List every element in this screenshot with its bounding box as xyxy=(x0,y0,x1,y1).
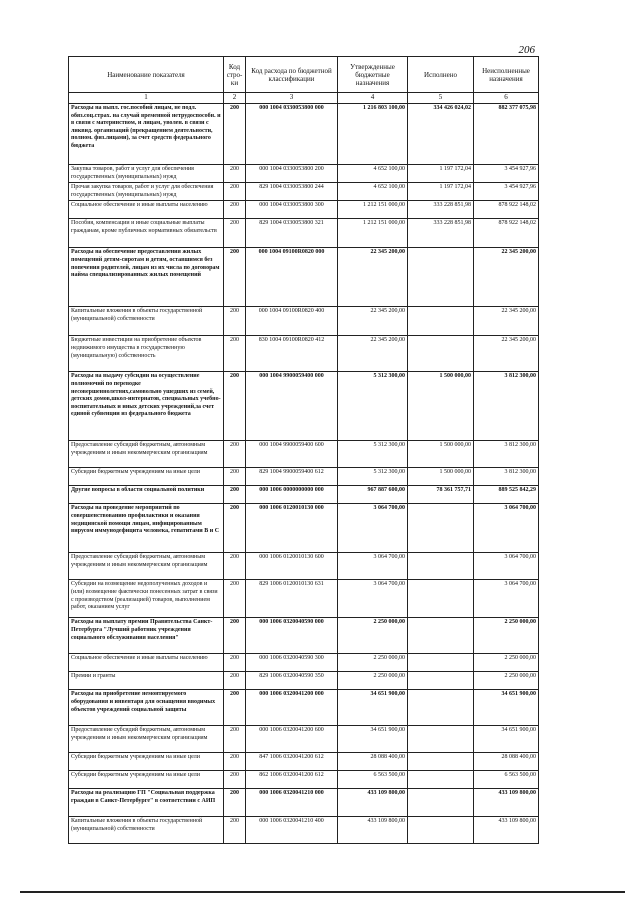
cell-name: Предоставление субсидий бюджетным, автономным учреждениям и иным некоммерческим организациям xyxy=(69,441,224,468)
cell-expense-code: 000 1006 0320041200 000 xyxy=(246,690,338,726)
cell-executed xyxy=(408,789,474,817)
table-row xyxy=(69,618,539,654)
cell-approved: 34 651 900,00 xyxy=(338,726,408,753)
cell-name: Премии и гранты xyxy=(69,672,224,690)
cell-approved: 4 652 100,00 xyxy=(338,165,408,183)
cell-name: Субсидии бюджетным учреждениям на иные цели xyxy=(69,468,224,486)
cell-approved: 34 651 900,00 xyxy=(338,690,408,726)
cell-executed xyxy=(408,654,474,672)
table-body xyxy=(69,104,539,844)
cell-approved: 6 563 500,00 xyxy=(338,771,408,789)
cell-expense-code: 000 1004 0330053800 000 xyxy=(246,104,338,165)
budget-execution-table xyxy=(68,56,539,844)
cell-name: Прочая закупка товаров, работ и услуг для обеспечения государственных (муниципальных) нужд xyxy=(69,183,224,201)
cell-name: Предоставление субсидий бюджетным, автономным учреждениям и иным некоммерческим организациям xyxy=(69,553,224,580)
cell-approved: 3 064 700,00 xyxy=(338,504,408,553)
table-row xyxy=(69,441,539,468)
cell-expense-code: 000 1004 9900059400 600 xyxy=(246,441,338,468)
table-row xyxy=(69,486,539,504)
table-row xyxy=(69,201,539,219)
cell-unexecuted: 2 250 000,00 xyxy=(474,618,539,654)
table-row xyxy=(69,307,539,336)
cell-name: Расходы на обеспечение предоставления жилых помещений детям-сиротам и детям, оставшимся без попечения родителей, лицам из их числа по договорам найма специализированных жилых помещений xyxy=(69,248,224,307)
cell-line-code: 200 xyxy=(224,817,246,844)
cell-approved: 433 109 800,00 xyxy=(338,789,408,817)
cell-approved: 22 345 200,00 xyxy=(338,307,408,336)
cell-expense-code: 829 1004 0330053800 321 xyxy=(246,219,338,248)
cell-unexecuted: 433 109 800,00 xyxy=(474,789,539,817)
cell-executed: 1 197 172,04 xyxy=(408,165,474,183)
cell-executed: 333 228 851,98 xyxy=(408,219,474,248)
cell-executed: 333 228 851,98 xyxy=(408,201,474,219)
cell-line-code: 200 xyxy=(224,654,246,672)
cell-line-code: 200 xyxy=(224,753,246,771)
cell-line-code: 200 xyxy=(224,771,246,789)
cell-expense-code: 000 1006 0120010130 000 xyxy=(246,504,338,553)
cell-executed xyxy=(408,753,474,771)
table-header-row xyxy=(69,57,539,93)
cell-executed: 1 197 172,04 xyxy=(408,183,474,201)
header-executed: Исполнено xyxy=(408,57,474,93)
cell-name: Расходы на приобретение немонтируемого оборудования и инвентаря для оснащения вводимых объектов учреждений социальной защиты xyxy=(69,690,224,726)
cell-expense-code: 830 1004 09100R0820 412 xyxy=(246,336,338,372)
cell-unexecuted: 28 088 400,00 xyxy=(474,753,539,771)
cell-executed xyxy=(408,771,474,789)
table-row xyxy=(69,372,539,441)
cell-executed xyxy=(408,580,474,618)
cell-executed xyxy=(408,690,474,726)
cell-approved: 2 250 000,00 xyxy=(338,618,408,654)
column-number: 5 xyxy=(408,93,474,104)
cell-expense-code: 000 1006 0320041210 400 xyxy=(246,817,338,844)
cell-unexecuted: 878 922 148,02 xyxy=(474,201,539,219)
cell-unexecuted: 889 525 842,29 xyxy=(474,486,539,504)
table-row xyxy=(69,553,539,580)
cell-line-code: 200 xyxy=(224,307,246,336)
cell-unexecuted: 878 922 148,02 xyxy=(474,219,539,248)
cell-approved: 967 887 600,00 xyxy=(338,486,408,504)
cell-approved: 2 250 000,00 xyxy=(338,672,408,690)
cell-expense-code: 862 1006 0320041200 612 xyxy=(246,771,338,789)
cell-executed: 1 500 000,00 xyxy=(408,468,474,486)
table-row xyxy=(69,183,539,201)
cell-approved: 22 345 200,00 xyxy=(338,336,408,372)
cell-executed xyxy=(408,307,474,336)
page-bottom-rule xyxy=(20,891,625,893)
cell-name: Пособия, компенсации и иные социальные выплаты гражданам, кроме публичных нормативных обязательств xyxy=(69,219,224,248)
cell-unexecuted: 3 812 300,00 xyxy=(474,372,539,441)
cell-expense-code: 000 1006 0320040590 000 xyxy=(246,618,338,654)
cell-unexecuted: 3 454 927,96 xyxy=(474,183,539,201)
cell-approved: 5 312 300,00 xyxy=(338,441,408,468)
cell-unexecuted: 2 250 000,00 xyxy=(474,672,539,690)
cell-expense-code: 829 1006 0120010130 631 xyxy=(246,580,338,618)
cell-executed xyxy=(408,248,474,307)
cell-executed: 1 500 000,00 xyxy=(408,441,474,468)
cell-approved: 433 109 800,00 xyxy=(338,817,408,844)
cell-name: Другие вопросы в области социальной политики xyxy=(69,486,224,504)
header-name: Наименование показателя xyxy=(69,57,224,93)
cell-line-code: 200 xyxy=(224,104,246,165)
cell-unexecuted: 22 345 200,00 xyxy=(474,307,539,336)
cell-line-code: 200 xyxy=(224,219,246,248)
cell-line-code: 200 xyxy=(224,336,246,372)
cell-unexecuted: 3 064 700,00 xyxy=(474,504,539,553)
cell-approved: 3 064 700,00 xyxy=(338,553,408,580)
cell-unexecuted: 2 250 000,00 xyxy=(474,654,539,672)
cell-line-code: 200 xyxy=(224,441,246,468)
cell-expense-code: 000 1006 0320041210 000 xyxy=(246,789,338,817)
cell-executed: 334 426 024,02 xyxy=(408,104,474,165)
cell-executed xyxy=(408,553,474,580)
table-row xyxy=(69,817,539,844)
cell-expense-code: 000 1004 0330053800 300 xyxy=(246,201,338,219)
cell-name: Субсидии бюджетным учреждениям на иные цели xyxy=(69,753,224,771)
column-number: 4 xyxy=(338,93,408,104)
cell-executed: 78 361 757,71 xyxy=(408,486,474,504)
column-number: 2 xyxy=(224,93,246,104)
cell-approved: 1 212 151 000,00 xyxy=(338,201,408,219)
cell-line-code: 200 xyxy=(224,504,246,553)
table-row xyxy=(69,789,539,817)
cell-line-code: 200 xyxy=(224,201,246,219)
header-approved: Утвержденные бюджетные назначения xyxy=(338,57,408,93)
cell-approved: 22 345 200,00 xyxy=(338,248,408,307)
cell-name: Субсидии на возмещение недополученных доходов и (или) возмещение фактически понесенных затрат в связи с производством (реализацией) товаров, выполнением работ, оказанием услуг xyxy=(69,580,224,618)
cell-expense-code: 829 1004 9900059400 612 xyxy=(246,468,338,486)
cell-executed xyxy=(408,336,474,372)
cell-approved: 4 652 100,00 xyxy=(338,183,408,201)
cell-approved: 1 212 151 000,00 xyxy=(338,219,408,248)
table-row xyxy=(69,771,539,789)
table-row xyxy=(69,468,539,486)
cell-line-code: 200 xyxy=(224,580,246,618)
column-number: 3 xyxy=(246,93,338,104)
cell-line-code: 200 xyxy=(224,672,246,690)
cell-name: Субсидии бюджетным учреждениям на иные цели xyxy=(69,771,224,789)
cell-unexecuted: 6 563 500,00 xyxy=(474,771,539,789)
cell-name: Расходы на проведение мероприятий по совершенствованию профилактики и оказания медицинской помощи лицам, инфицированным вирусом иммунодефицита человека, гепатитами В и С xyxy=(69,504,224,553)
cell-line-code: 200 xyxy=(224,553,246,580)
cell-executed xyxy=(408,504,474,553)
header-expense-code: Код расхода по бюджетной классификации xyxy=(246,57,338,93)
cell-unexecuted: 34 651 900,00 xyxy=(474,690,539,726)
cell-expense-code: 000 1004 09100R0820 400 xyxy=(246,307,338,336)
cell-unexecuted: 3 064 700,00 xyxy=(474,553,539,580)
table-row xyxy=(69,753,539,771)
column-number-row xyxy=(69,93,539,104)
table-row xyxy=(69,165,539,183)
cell-unexecuted: 3 454 927,96 xyxy=(474,165,539,183)
cell-expense-code: 000 1004 09100R0820 000 xyxy=(246,248,338,307)
cell-line-code: 200 xyxy=(224,789,246,817)
cell-unexecuted: 22 345 200,00 xyxy=(474,336,539,372)
cell-approved: 5 312 300,00 xyxy=(338,468,408,486)
cell-line-code: 200 xyxy=(224,468,246,486)
cell-line-code: 200 xyxy=(224,248,246,307)
cell-expense-code: 847 1006 0320041200 612 xyxy=(246,753,338,771)
cell-unexecuted: 22 345 200,00 xyxy=(474,248,539,307)
cell-expense-code: 000 1006 0000000000 000 xyxy=(246,486,338,504)
cell-unexecuted: 34 651 900,00 xyxy=(474,726,539,753)
cell-name: Социальное обеспечение и иные выплаты населению xyxy=(69,654,224,672)
cell-approved: 1 216 803 100,00 xyxy=(338,104,408,165)
table-row xyxy=(69,504,539,553)
cell-approved: 5 312 300,00 xyxy=(338,372,408,441)
table-row xyxy=(69,219,539,248)
cell-expense-code: 000 1006 0320040590 300 xyxy=(246,654,338,672)
cell-unexecuted: 433 109 800,00 xyxy=(474,817,539,844)
cell-name: Расходы на выпл. гос.пособий лицам, не подл. обяз.соц.страх. на случай временной нетрудоспособн. и в связи с материнством, и лицам, уволен. в связи с ликвид. организаций (прекращением деятельности, полном. физ.лицами), за счет средств федерального бюджета xyxy=(69,104,224,165)
cell-unexecuted: 3 812 300,00 xyxy=(474,468,539,486)
cell-unexecuted: 882 377 075,98 xyxy=(474,104,539,165)
table-row xyxy=(69,690,539,726)
cell-name: Капитальные вложения в объекты государственной (муниципальной) собственности xyxy=(69,307,224,336)
cell-expense-code: 000 1004 9900059400 000 xyxy=(246,372,338,441)
cell-name: Бюджетные инвестиции на приобретение объектов недвижимого имущества в государственную (муниципальную) собственность xyxy=(69,336,224,372)
page-number: 206 xyxy=(518,44,535,56)
cell-executed xyxy=(408,672,474,690)
cell-line-code: 200 xyxy=(224,486,246,504)
cell-name: Предоставление субсидий бюджетным, автономным учреждениям и иным некоммерческим организациям xyxy=(69,726,224,753)
cell-name: Расходы на выдачу субсидии на осуществление полномочий по переводке несовершеннолетних,самовольно ушедших из семей, детских домов,школ-интернатов, специальных учебно-воспитательных и иных детских учреждений,за счет единой субвенции из федерального бюджета xyxy=(69,372,224,441)
cell-name: Расходы на выплату премии Правительства Санкт-Петербурга "Лучший работник учреждения социального обслуживания населения" xyxy=(69,618,224,654)
cell-approved: 3 064 700,00 xyxy=(338,580,408,618)
cell-line-code: 200 xyxy=(224,165,246,183)
cell-executed xyxy=(408,817,474,844)
cell-name: Капитальные вложения в объекты государственной (муниципальной) собственности xyxy=(69,817,224,844)
cell-expense-code: 829 1006 0320040590 350 xyxy=(246,672,338,690)
cell-expense-code: 000 1006 0120010130 600 xyxy=(246,553,338,580)
column-number: 1 xyxy=(69,93,224,104)
cell-expense-code: 000 1004 0330053800 200 xyxy=(246,165,338,183)
cell-expense-code: 000 1006 0320041200 600 xyxy=(246,726,338,753)
header-unexecuted: Неисполненные назначения xyxy=(474,57,539,93)
cell-unexecuted: 3 064 700,00 xyxy=(474,580,539,618)
cell-line-code: 200 xyxy=(224,690,246,726)
table-row xyxy=(69,726,539,753)
table-row xyxy=(69,248,539,307)
cell-approved: 2 250 000,00 xyxy=(338,654,408,672)
cell-executed: 1 500 000,00 xyxy=(408,372,474,441)
table-row xyxy=(69,654,539,672)
cell-expense-code: 829 1004 0330053800 244 xyxy=(246,183,338,201)
cell-name: Закупка товаров, работ и услуг для обеспечения государственных (муниципальных) нужд xyxy=(69,165,224,183)
table-row xyxy=(69,580,539,618)
table-row xyxy=(69,672,539,690)
cell-line-code: 200 xyxy=(224,726,246,753)
table-row xyxy=(69,104,539,165)
header-line-code: Код стро- ки xyxy=(224,57,246,93)
cell-unexecuted: 3 812 300,00 xyxy=(474,441,539,468)
cell-name: Расходы на реализацию ГП "Социальная поддержка граждан в Санкт-Петербурге" в соответствии с АИП xyxy=(69,789,224,817)
cell-line-code: 200 xyxy=(224,183,246,201)
table-row xyxy=(69,336,539,372)
column-number: 6 xyxy=(474,93,539,104)
cell-executed xyxy=(408,726,474,753)
cell-line-code: 200 xyxy=(224,372,246,441)
cell-executed xyxy=(408,618,474,654)
cell-name: Социальное обеспечение и иные выплаты населению xyxy=(69,201,224,219)
cell-approved: 28 088 400,00 xyxy=(338,753,408,771)
cell-line-code: 200 xyxy=(224,618,246,654)
